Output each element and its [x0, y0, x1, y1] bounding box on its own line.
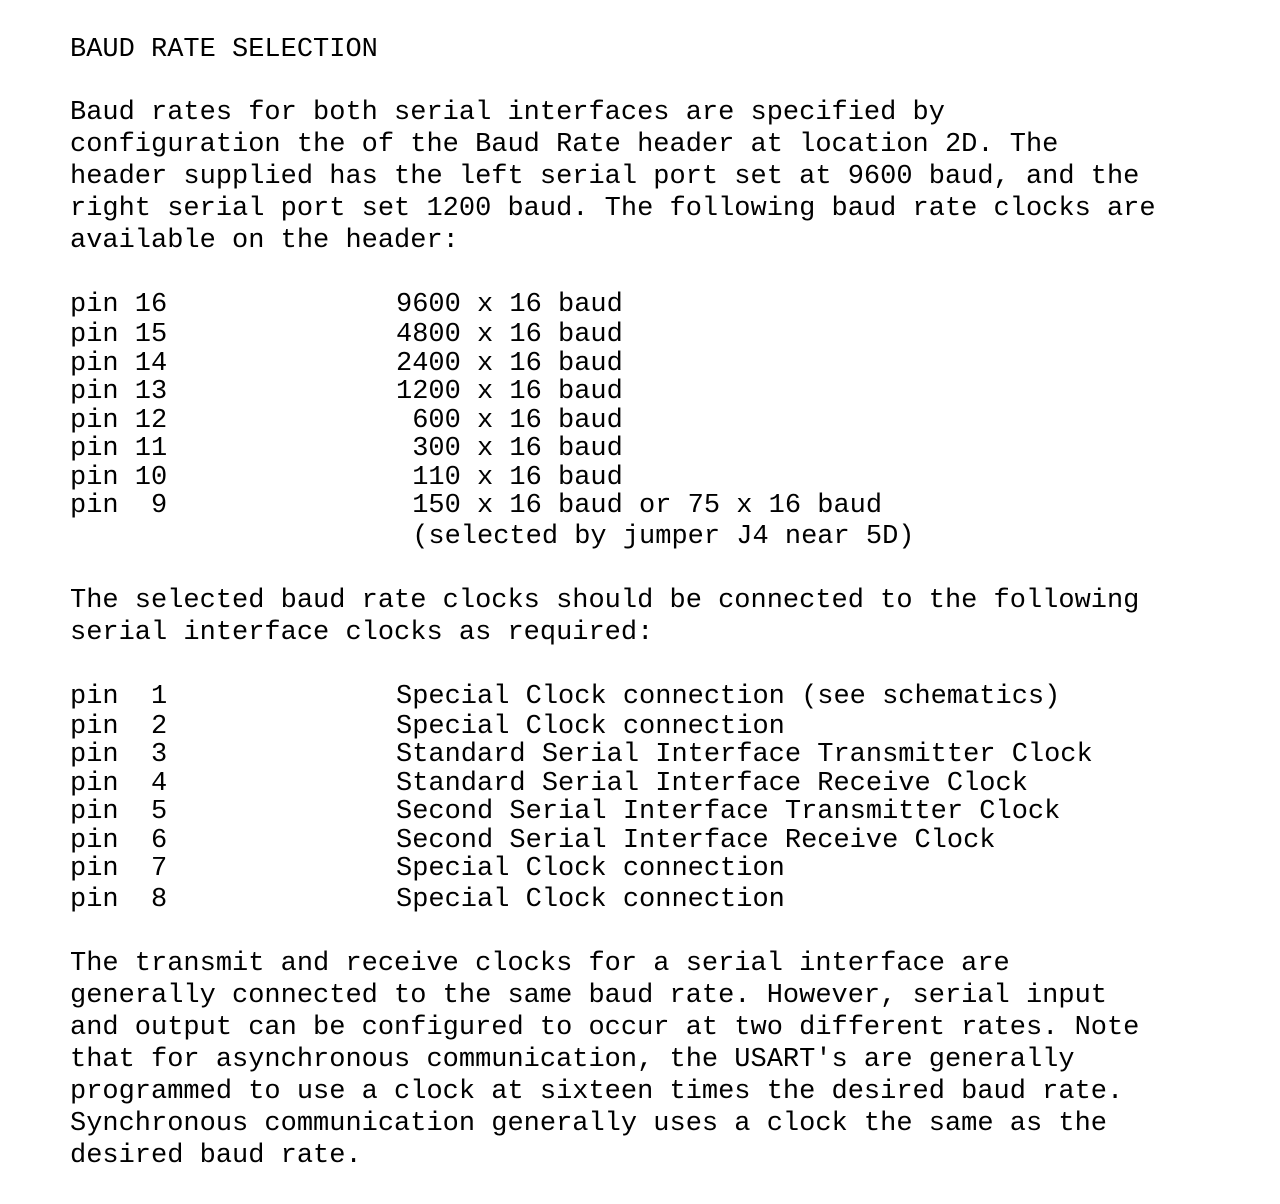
closing-paragraph [70, 948, 1250, 1172]
table-row [70, 681, 1250, 713]
table-row [70, 741, 1250, 770]
closing-line: generally connected to the same baud rate. However, serial input [70, 980, 1107, 1011]
table-row [70, 492, 1250, 521]
closing-line: Synchronous communication generally uses a clock the same as the [70, 1108, 1107, 1139]
pin-label: pin 8 [70, 884, 168, 915]
middle-line: serial interface clocks as required: [70, 617, 654, 648]
intro-line: Baud rates for both serial interfaces are specified by [70, 98, 945, 128]
intro-paragraph [70, 97, 1250, 257]
intro-line: available on the header: [70, 226, 459, 256]
pin-description: 300 x 16 baud [396, 434, 623, 464]
pin-label: pin 16 [70, 290, 168, 320]
table-row [70, 713, 1250, 742]
pin-label: pin 13 [70, 377, 168, 407]
pin-description: Special Clock connection [396, 711, 785, 742]
table-row [70, 770, 1250, 799]
pin-label: pin 14 [70, 348, 168, 379]
closing-line: desired baud rate. [70, 1140, 362, 1171]
pin-label: pin 1 [70, 681, 168, 712]
pin-label [70, 521, 396, 553]
closing-line: The transmit and receive clocks for a serial interface are [70, 948, 1010, 979]
pin-description: 9600 x 16 baud [396, 290, 623, 320]
pin-description: Special Clock connection (see schematics) [396, 681, 1061, 712]
table-row [70, 435, 1250, 464]
table-row [70, 464, 1250, 493]
baud-rate-table [70, 289, 1250, 553]
section-heading: BAUD RATE SELECTION [70, 35, 378, 65]
pin-description: Special Clock connection [396, 884, 785, 915]
pin-label: pin 2 [70, 711, 168, 742]
pin-description: Second Serial Interface Transmitter Clock [396, 797, 1061, 827]
table-row [70, 521, 1250, 553]
pin-description: Special Clock connection [396, 854, 785, 884]
pin-label: pin 7 [70, 854, 168, 884]
document-page [70, 34, 1250, 1204]
pin-label: pin 3 [70, 740, 168, 770]
intro-line: right serial port set 1200 baud. The following baud rate clocks are [70, 194, 1156, 224]
table-row [70, 855, 1250, 884]
table-row [70, 378, 1250, 407]
pin-description: Second Serial Interface Receive Clock [396, 825, 996, 856]
pin-description: Standard Serial Interface Receive Clock [396, 768, 1028, 799]
table-row [70, 289, 1250, 321]
table-row [70, 350, 1250, 379]
closing-line: and output can be configured to occur at two different rates. Note [70, 1012, 1140, 1043]
table-row [70, 827, 1250, 856]
pin-description: (selected by jumper J4 near 5D) [396, 521, 915, 552]
table-row [70, 798, 1250, 827]
pin-description: 1200 x 16 baud [396, 377, 623, 407]
pin-label: pin 15 [70, 320, 168, 350]
intro-line: configuration the of the Baud Rate header at location 2D. The [70, 130, 1059, 160]
pin-description: 110 x 16 baud [396, 462, 623, 493]
pin-label: pin 12 [70, 405, 168, 436]
pin-description: Standard Serial Interface Transmitter Clock [396, 740, 1093, 770]
pin-description: 2400 x 16 baud [396, 348, 623, 379]
pin-label: pin 11 [70, 434, 168, 464]
intro-line: header supplied has the left serial port set at 9600 baud, and the [70, 162, 1140, 192]
table-row [70, 884, 1250, 916]
pin-description: 4800 x 16 baud [396, 320, 623, 350]
pin-description: 600 x 16 baud [396, 405, 623, 436]
pin-description: 150 x 16 baud or 75 x 16 baud [396, 491, 883, 521]
pin-label: pin 10 [70, 462, 168, 493]
closing-line: programmed to use a clock at sixteen times the desired baud rate. [70, 1076, 1124, 1107]
clock-connection-table [70, 681, 1250, 916]
pin-label: pin 6 [70, 825, 168, 856]
pin-label: pin 4 [70, 768, 168, 799]
middle-paragraph [70, 585, 1250, 649]
middle-line: The selected baud rate clocks should be connected to the following [70, 585, 1140, 616]
table-row [70, 321, 1250, 350]
table-row [70, 407, 1250, 436]
pin-label: pin 5 [70, 797, 168, 827]
pin-label: pin 9 [70, 491, 168, 521]
closing-line: that for asynchronous communication, the USART's are generally [70, 1044, 1075, 1075]
